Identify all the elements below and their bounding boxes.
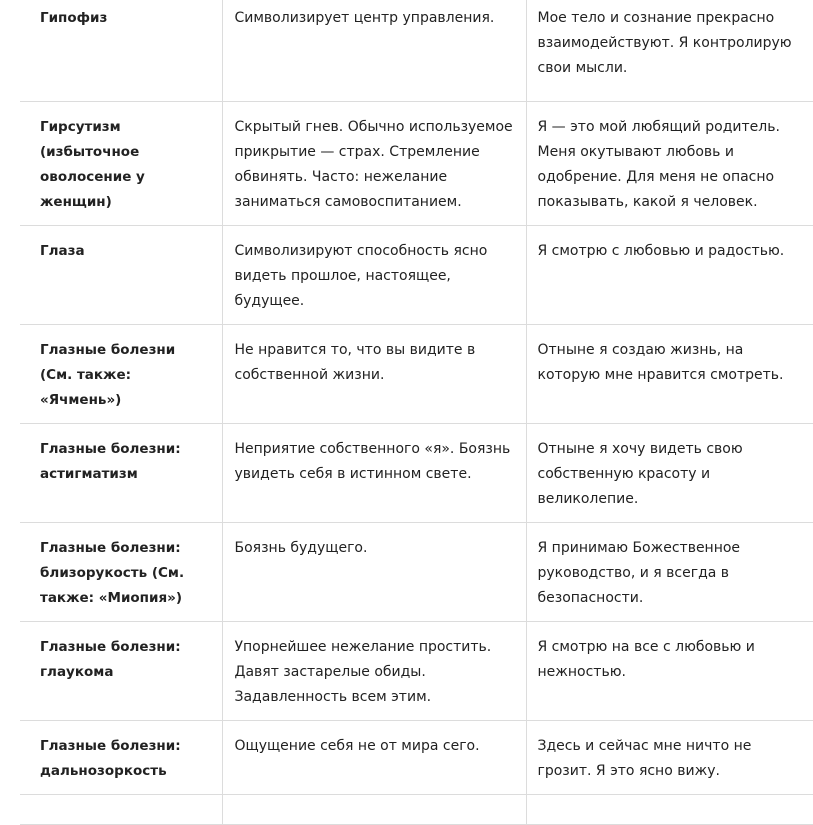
term-cell: Гирсутизм (избыточное оволосение у женщин)	[20, 102, 222, 226]
table-body	[20, 0, 813, 825]
term-cell: Глазные болезни: астигматизм	[20, 424, 222, 523]
cause-cell: Упорнейшее нежелание простить. Давят застарелые обиды. Задавленность всем этим.	[222, 622, 526, 721]
conditions-table	[20, 0, 813, 825]
cause-cell: Боязнь будущего.	[222, 523, 526, 622]
cause-cell: Не нравится то, что вы видите в собственной жизни.	[222, 325, 526, 424]
term-cell: Глаза	[20, 226, 222, 325]
table-row	[20, 0, 813, 102]
term-cell	[20, 795, 222, 825]
cause-cell: Ощущение себя не от мира сего.	[222, 721, 526, 795]
term-cell: Глазные болезни: близорукость (См. также: «Миопия»)	[20, 523, 222, 622]
table-row	[20, 325, 813, 424]
cause-cell: Символизируют способность ясно видеть прошлое, настоящее, будущее.	[222, 226, 526, 325]
table-row	[20, 622, 813, 721]
affirmation-cell: Отныне я создаю жизнь, на которую мне нравится смотреть.	[526, 325, 813, 424]
cause-cell: Символизирует центр управления.	[222, 0, 526, 102]
cause-cell: Скрытый гнев. Обычно используемое прикрытие — страх. Стремление обвинять. Часто: нежелание заниматься самовоспитанием.	[222, 102, 526, 226]
affirmation-cell: Я смотрю на все с любовью и нежностью.	[526, 622, 813, 721]
table-row	[20, 721, 813, 795]
cause-cell: Неприятие собственного «я». Боязнь увидеть себя в истинном свете.	[222, 424, 526, 523]
affirmation-cell: Отныне я хочу видеть свою собственную красоту и великолепие.	[526, 424, 813, 523]
table-row	[20, 795, 813, 825]
affirmation-cell: Я — это мой любящий родитель. Меня окутывают любовь и одобрение. Для меня не опасно показывать, какой я человек.	[526, 102, 813, 226]
affirmation-cell	[526, 795, 813, 825]
term-cell: Глазные болезни: дальнозоркость	[20, 721, 222, 795]
table-row	[20, 102, 813, 226]
affirmation-cell: Я принимаю Божественное руководство, и я всегда в безопасности.	[526, 523, 813, 622]
table-row	[20, 523, 813, 622]
affirmation-cell: Здесь и сейчас мне ничто не грозит. Я это ясно вижу.	[526, 721, 813, 795]
table-row	[20, 226, 813, 325]
table-row	[20, 424, 813, 523]
cause-cell	[222, 795, 526, 825]
affirmation-cell: Я смотрю с любовью и радостью.	[526, 226, 813, 325]
affirmation-cell: Мое тело и сознание прекрасно взаимодействуют. Я контролирую свои мысли.	[526, 0, 813, 102]
term-cell: Глазные болезни (См. также: «Ячмень»)	[20, 325, 222, 424]
term-cell: Глазные болезни: глаукома	[20, 622, 222, 721]
term-cell: Гипофиз	[20, 0, 222, 102]
